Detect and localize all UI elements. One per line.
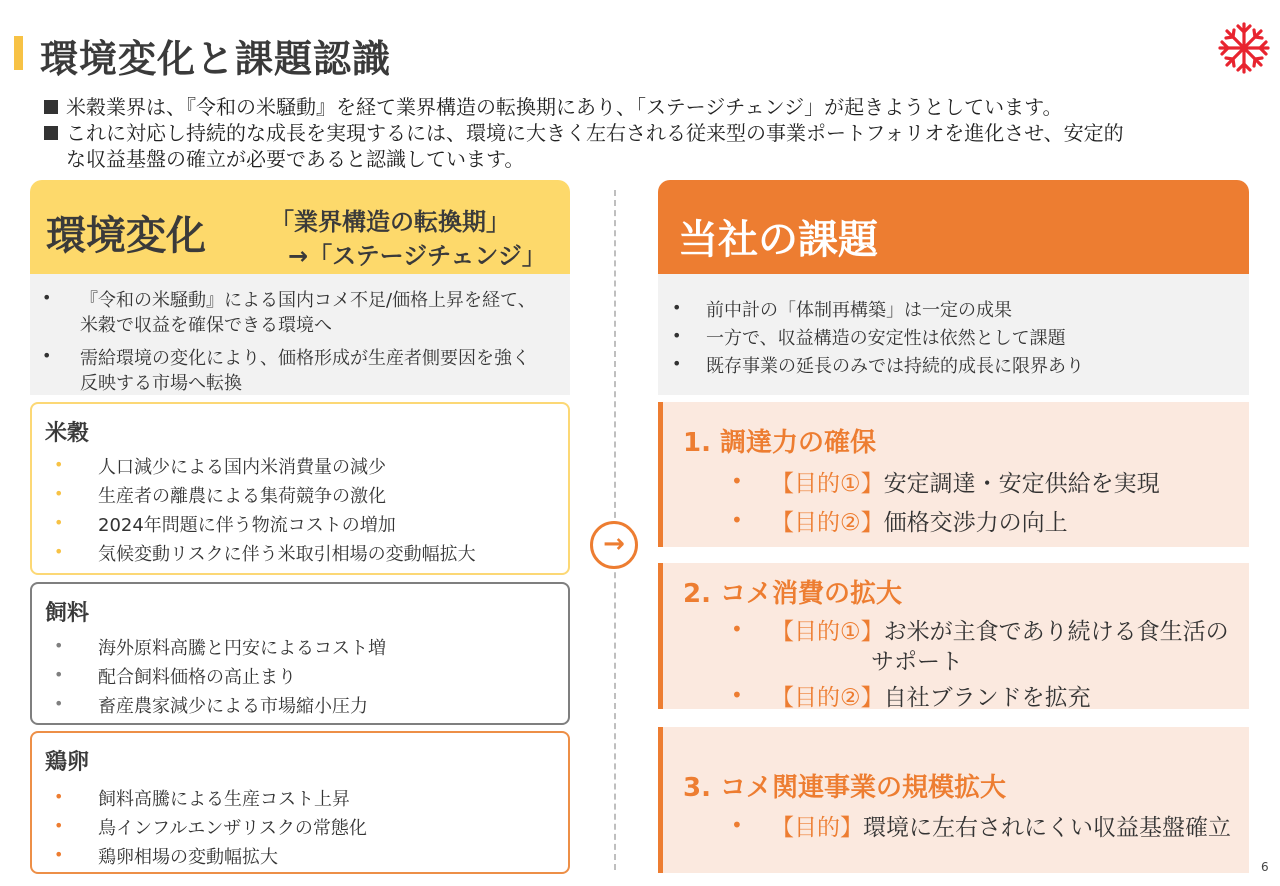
- snowflake-logo-icon: [1216, 20, 1272, 76]
- env-item-2-line1: 需給環境の変化により、価格形成が生産者側要因を強く: [80, 348, 530, 369]
- task-1-goal-1: 【目的①】安定調達・安定供給を実現: [771, 471, 1160, 497]
- bullet-dot-icon: •: [731, 617, 743, 641]
- feed-item-1: 海外原料高騰と円安によるコスト増: [98, 638, 386, 659]
- bullet-dot-icon: •: [672, 298, 682, 317]
- task-3-goal-1: 【目的】環境に左右されにくい収益基盤確立: [771, 815, 1231, 841]
- rice-title: 米穀: [45, 421, 90, 446]
- bullet-dot-icon: •: [54, 636, 64, 655]
- bullet-dot-icon: •: [672, 326, 682, 345]
- page-title: 環境変化と課題認識: [40, 37, 392, 81]
- env-change-title: 環境変化: [46, 213, 206, 259]
- arrow-right-circle-icon: →: [590, 521, 638, 569]
- bullet-dot-icon: •: [672, 354, 682, 373]
- feed-title: 飼料: [45, 601, 90, 626]
- bullet-dot-icon: •: [54, 513, 64, 532]
- bullet-dot-icon: •: [54, 787, 64, 806]
- env-item-2-line2: 反映する市場へ転換: [80, 373, 242, 394]
- title-accent-bar: [14, 36, 23, 70]
- bullet-dot-icon: •: [42, 288, 52, 307]
- egg-item-2: 鳥インフルエンザリスクの常態化: [98, 818, 367, 839]
- bullet-dot-icon: •: [54, 484, 64, 503]
- issue-item-1: 前中計の「体制再構築」は一定の成果: [706, 300, 1012, 321]
- rice-item-4: 気候変動リスクに伴う米取引相場の変動幅拡大: [98, 544, 476, 565]
- intro-bullet-1: 米穀業界は、『令和の米騒動』を経て業界構造の転換期にあり、「ステージチェンジ」が起きようとしています。: [44, 91, 1063, 120]
- env-change-subtitle-2: →「ステージチェンジ」: [288, 242, 546, 270]
- issues-body: [658, 274, 1249, 395]
- egg-box: [30, 731, 570, 874]
- bullet-dot-icon: •: [54, 816, 64, 835]
- task-card-2: [658, 563, 1249, 709]
- bullet-dot-icon: •: [731, 508, 743, 532]
- bullet-dot-icon: •: [731, 469, 743, 493]
- task-3-heading: 3. コメ関連事業の規模拡大: [683, 773, 1007, 803]
- env-change-body: [30, 274, 570, 395]
- page-number: 6: [1261, 860, 1269, 874]
- task-2-goal-2: 【目的②】自社ブランドを拡充: [771, 685, 1091, 711]
- task-2-goal-1: 【目的①】お米が主食であり続ける食生活の: [771, 619, 1229, 645]
- task-1-heading: 1. 調達力の確保: [683, 428, 877, 458]
- env-change-subtitle-1: 「業界構造の転換期」: [270, 208, 510, 236]
- issues-title: 当社の課題: [678, 217, 878, 263]
- egg-item-1: 飼料高騰による生産コスト上昇: [98, 789, 350, 810]
- rice-item-1: 人口減少による国内米消費量の減少: [98, 457, 386, 478]
- task-1-goal-2: 【目的②】価格交渉力の向上: [771, 510, 1068, 536]
- intro-bullet-2: これに対応し持続的な成長を実現するには、環境に大きく左右される従来型の事業ポートフォリオを進化させ、安定的: [44, 117, 1124, 146]
- task-card-3: [658, 727, 1249, 873]
- rice-box: [30, 402, 570, 575]
- bullet-dot-icon: •: [42, 346, 52, 365]
- rice-item-3: 2024年問題に伴う物流コストの増加: [98, 515, 396, 536]
- env-item-1-line1: 『令和の米騒動』による国内コメ不足/価格上昇を経て、: [80, 290, 536, 311]
- bullet-dot-icon: •: [54, 665, 64, 684]
- feed-item-3: 畜産農家減少による市場縮小圧力: [98, 696, 368, 717]
- egg-item-3: 鶏卵相場の変動幅拡大: [98, 847, 278, 868]
- task-2-goal-1-cont: サポート: [871, 649, 963, 675]
- egg-title: 鶏卵: [45, 750, 90, 775]
- bullet-dot-icon: •: [54, 694, 64, 713]
- feed-item-2: 配合飼料価格の高止まり: [98, 667, 296, 688]
- square-bullet-icon: [44, 126, 58, 140]
- square-bullet-icon: [44, 100, 58, 114]
- intro-bullet-2-cont: な収益基盤の確立が必要であると認識しています。: [66, 147, 525, 171]
- bullet-dot-icon: •: [731, 813, 743, 837]
- issues-header: [658, 180, 1249, 274]
- bullet-dot-icon: •: [731, 683, 743, 707]
- bullet-dot-icon: •: [54, 455, 64, 474]
- bullet-dot-icon: •: [54, 845, 64, 864]
- bullet-dot-icon: •: [54, 542, 64, 561]
- issue-item-3: 既存事業の延長のみでは持続的成長に限界あり: [706, 356, 1084, 377]
- env-item-1-line2: 米穀で収益を確保できる環境へ: [80, 315, 332, 336]
- task-card-1: [658, 402, 1249, 547]
- task-2-heading: 2. コメ消費の拡大: [683, 579, 903, 609]
- feed-box: [30, 582, 570, 725]
- issue-item-2: 一方で、収益構造の安定性は依然として課題: [706, 328, 1066, 349]
- env-change-header: [30, 180, 570, 274]
- rice-item-2: 生産者の離農による集荷競争の激化: [98, 486, 386, 507]
